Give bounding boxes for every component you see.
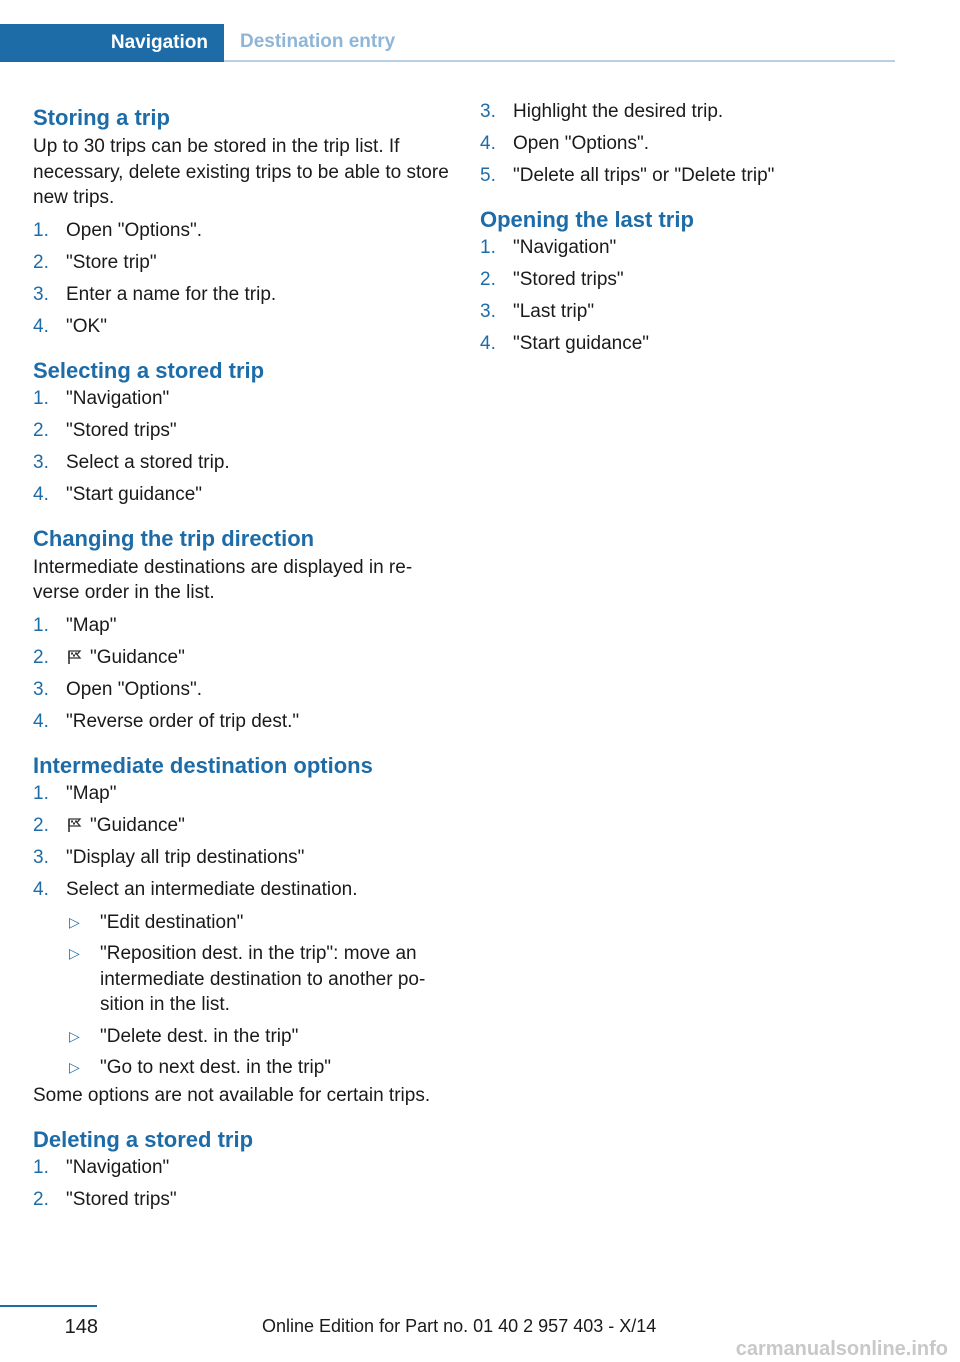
page-number: 148 [64,1316,98,1338]
step-number: 3. [33,846,49,868]
section-title: Intermediate destination options [33,752,373,778]
right-column [480,100,900,364]
step-text: "Last trip" [513,301,595,322]
list-item [33,846,453,870]
section-selecting-a-stored-trip [33,353,453,507]
list-item [33,251,453,275]
step-list [480,100,900,188]
triangle-bullet-icon: ▷ [69,1027,80,1044]
list-item [33,646,453,670]
step-text: "Map" [66,614,117,636]
section-title: Selecting a stored trip [33,357,265,383]
sub-option-text: "Reposition dest. in the trip": move an intermediate destination to another po-sition in the list. [100,943,426,1015]
step-number: 4. [33,878,49,900]
list-item [33,678,453,702]
sub-option-text: "Delete dest. in the trip" [100,1025,299,1047]
step-text: Enter a name for the trip. [66,283,277,305]
section-intro: Up to 30 trips can be stored in the trip list. If necessary, delete existing trips to be able to store new trips. [33,136,449,208]
step-list [33,387,453,507]
step-text: "Stored trips" [513,269,624,290]
sub-option-text: "Go to next dest. in the trip" [100,1057,332,1078]
list-item [480,332,900,356]
list-item [33,1188,453,1212]
section-title: Opening the last trip [480,207,694,232]
step-number: 3. [480,301,496,322]
section-opening-last-trip [480,202,900,356]
step-text: "Store trip" [66,251,157,273]
list-item [33,782,453,806]
list-item [33,219,453,243]
step-number: 1. [480,237,496,258]
step-list [33,614,453,734]
sub-option-list [66,910,453,1081]
step-number: 2. [33,646,49,668]
step-text: Select an intermediate destination. [66,878,358,900]
step-text: "OK" [66,315,107,337]
section-changing-trip-direction [33,521,453,734]
list-item [33,483,453,507]
list-item [33,1156,453,1180]
step-number: 4. [33,483,49,505]
section-title: Changing the trip direction [33,525,315,551]
sub-list-item [66,1055,453,1081]
step-number: 4. [33,315,49,337]
step-number: 4. [480,333,496,354]
step-number: 3. [33,451,49,473]
section-title: Storing a trip [33,105,170,130]
list-item [33,283,453,307]
step-list [480,236,900,356]
step-text: "Navigation" [513,237,617,258]
section-intro: Intermediate destinations are displayed in re-verse order in the list. [33,556,413,603]
step-number: 1. [33,1157,49,1178]
step-text: Open "Options". [66,219,203,241]
step-text: "Guidance" [90,646,185,668]
step-number: 3. [480,101,496,122]
list-item [480,132,900,156]
list-item [33,451,453,475]
tab-destination-entry[interactable]: Destination entry [224,24,895,62]
list-item [33,315,453,339]
list-item [33,387,453,411]
step-number: 4. [480,133,496,154]
section-title: Deleting a stored trip [33,1127,254,1152]
step-number: 3. [33,678,49,700]
left-column [33,100,453,1220]
sub-list-item [66,1024,453,1050]
list-item [480,236,900,260]
sub-list-item [66,941,453,1018]
step-text: "Start guidance" [66,483,203,505]
step-number: 2. [33,251,49,273]
edition-note: Online Edition for Part no. 01 40 2 957 403 - X/14 [262,1316,657,1336]
triangle-bullet-icon: ▷ [69,945,80,961]
step-text: Select a stored trip. [66,451,230,473]
step-number: 2. [33,1189,49,1210]
step-text: "Stored trips" [66,419,177,441]
section-storing-a-trip [33,100,453,339]
guidance-flag-icon [66,649,84,665]
step-text: "Display all trip destinations" [66,846,305,868]
step-text: "Map" [66,782,117,804]
step-text: "Delete all trips" or "Delete trip" [513,165,775,186]
page-header [0,24,895,62]
section-note: Some options are not available for certain trips. [33,1084,431,1106]
step-text: "Reverse order of trip dest." [66,710,300,732]
list-item [480,268,900,292]
list-item [480,300,900,324]
list-item [33,419,453,443]
step-number: 2. [33,814,49,836]
step-list [33,782,453,1081]
step-text: "Guidance" [90,814,185,836]
step-text: Highlight the desired trip. [513,101,724,122]
step-number: 2. [480,269,496,290]
step-text: "Navigation" [66,1157,170,1178]
sub-option-text: "Edit destination" [100,911,244,933]
list-item [480,100,900,124]
section-deleting-continued [480,100,900,188]
tab-navigation[interactable]: Navigation [0,24,224,62]
step-number: 1. [33,782,49,804]
step-text: "Start guidance" [513,333,650,354]
step-number: 4. [33,710,49,732]
guidance-flag-icon [66,817,84,833]
section-deleting-a-stored-trip [33,1122,453,1212]
footer-divider [0,1305,97,1307]
list-item [33,814,453,838]
step-list [33,1156,453,1212]
step-text: "Navigation" [66,387,170,409]
sub-list-item [66,910,453,936]
watermark: carmanualsonline.info [735,1338,948,1360]
step-number: 5. [480,165,496,186]
triangle-bullet-icon: ▷ [69,913,80,930]
list-item [480,164,900,188]
step-list [33,219,453,339]
step-text: "Stored trips" [66,1189,177,1210]
step-number: 2. [33,419,49,441]
triangle-bullet-icon: ▷ [69,1059,80,1075]
step-number: 1. [33,387,49,409]
list-item [33,878,453,1081]
step-text: Open "Options". [513,133,650,154]
step-text: Open "Options". [66,678,203,700]
step-number: 3. [33,283,49,305]
section-intermediate-destination-options [33,748,453,1109]
step-number: 1. [33,614,49,636]
list-item [33,614,453,638]
list-item [33,710,453,734]
step-number: 1. [33,219,49,241]
